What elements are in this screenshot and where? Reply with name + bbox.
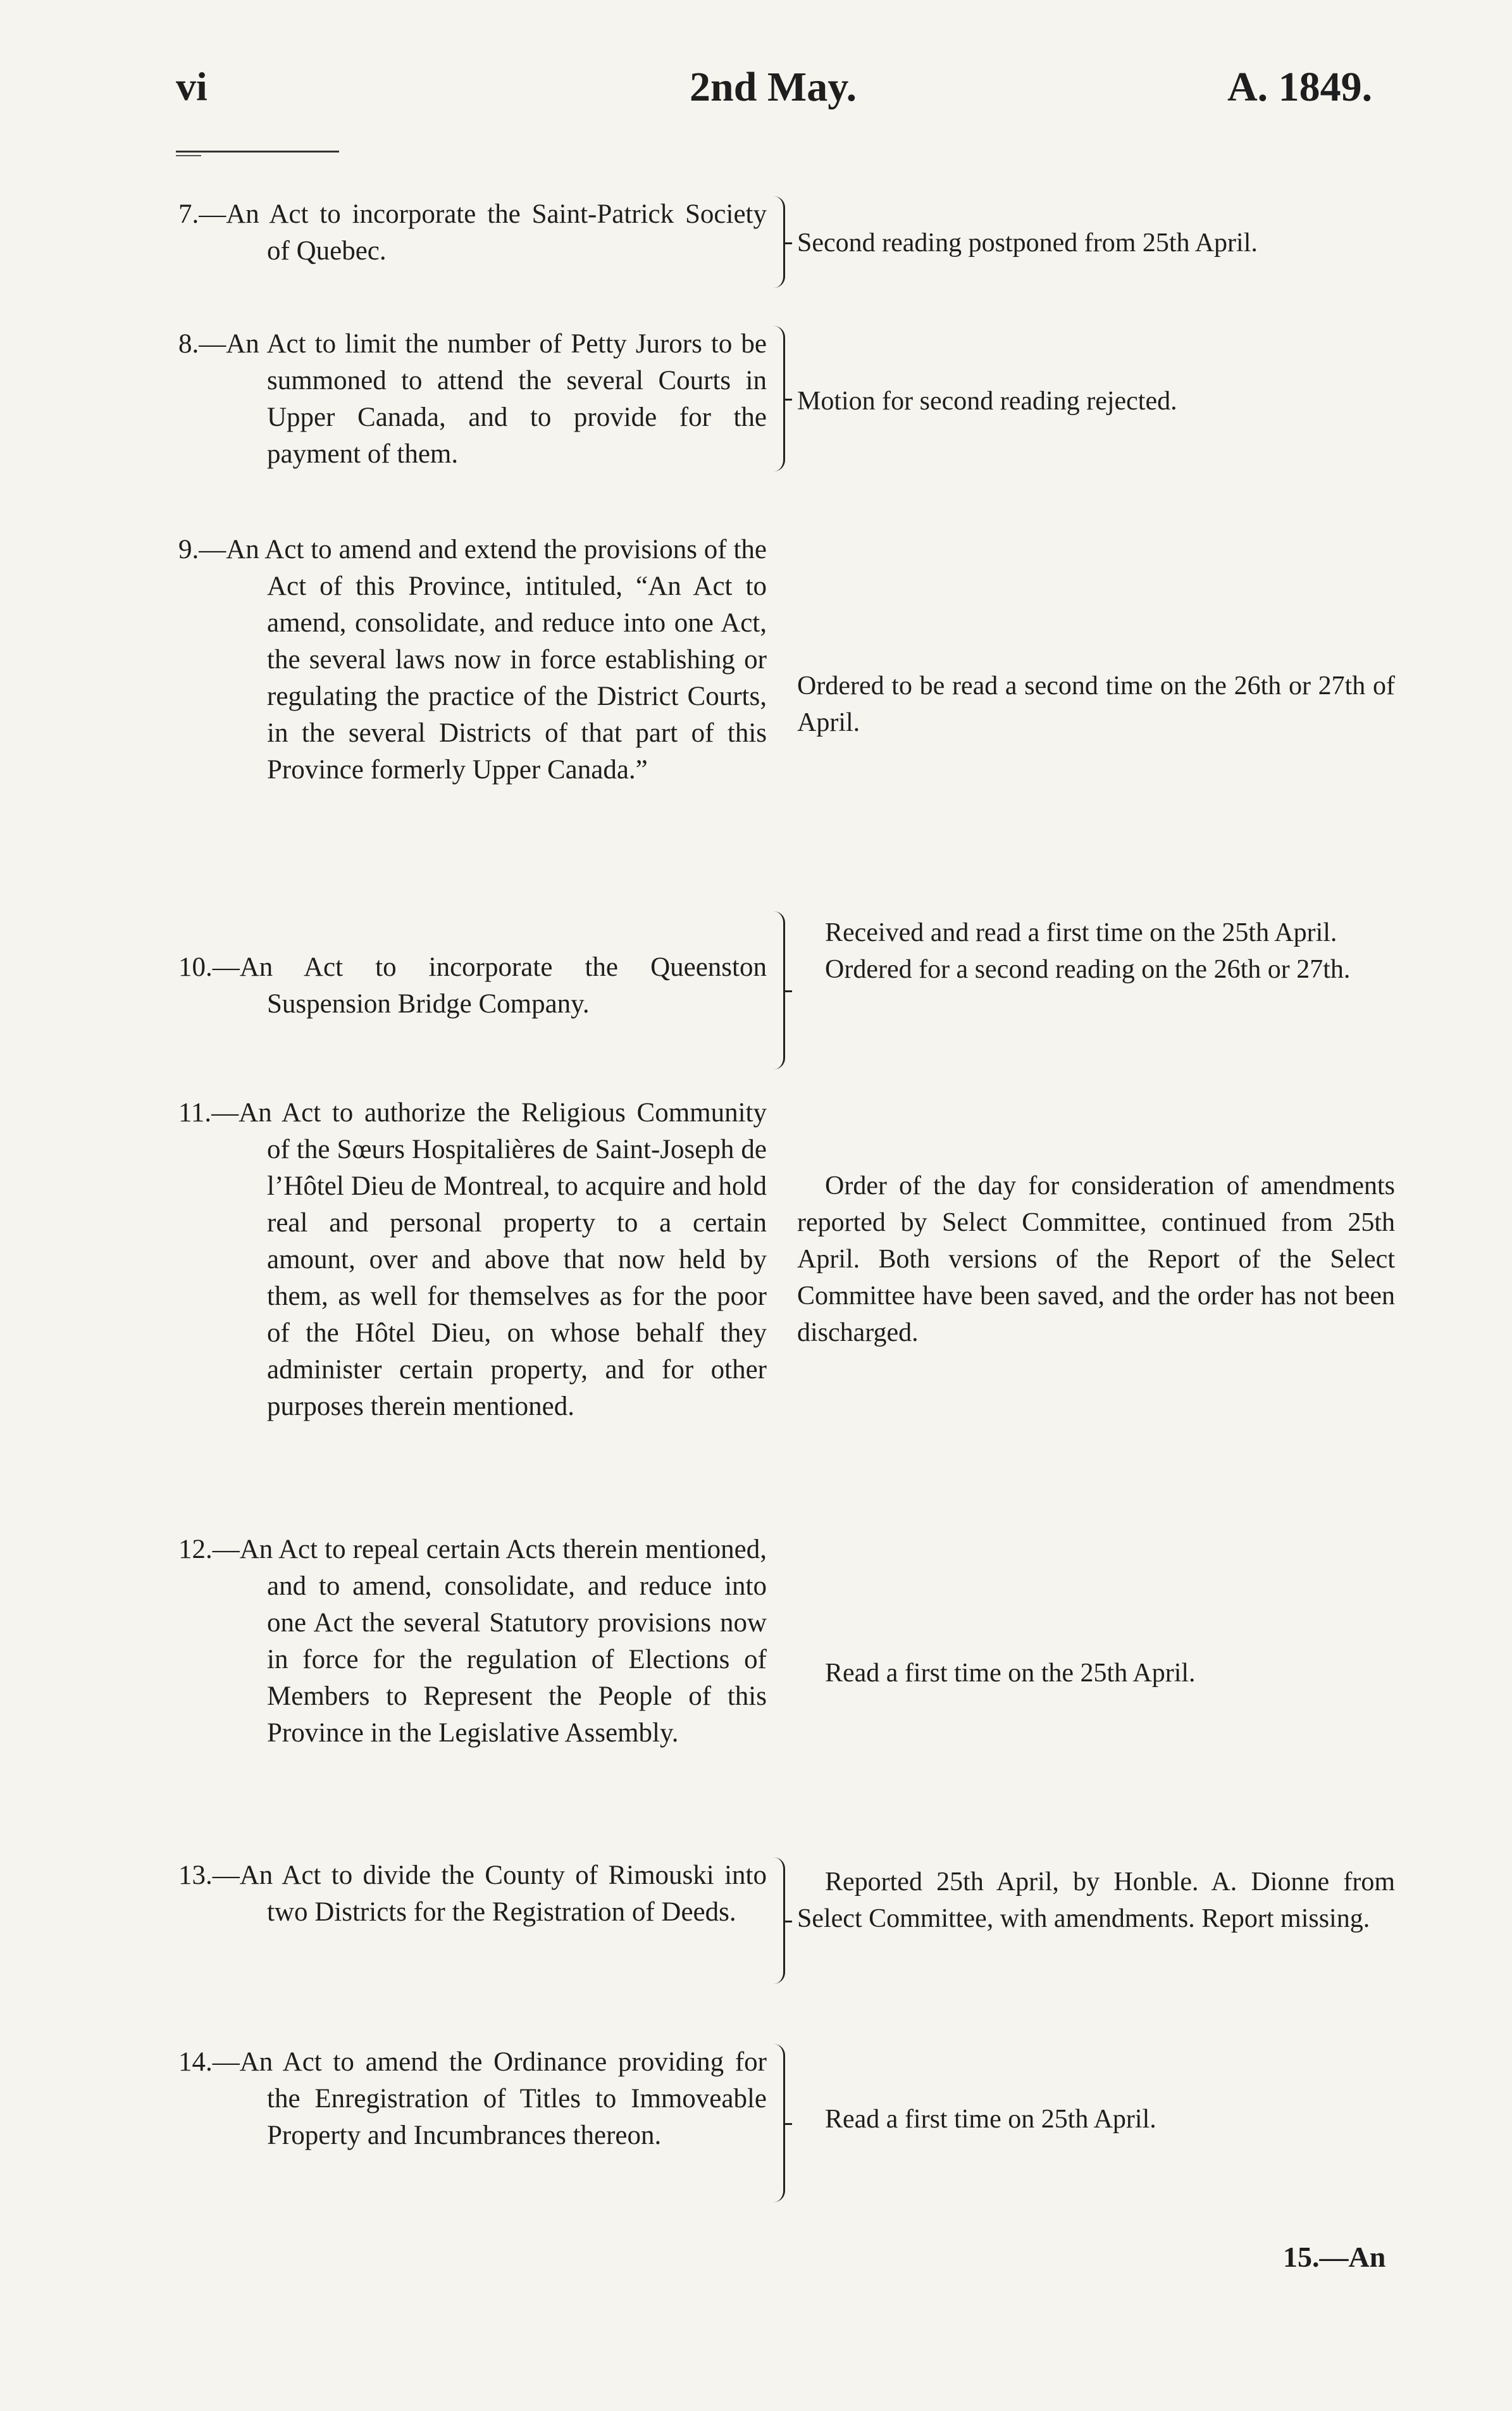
brace [769, 2044, 785, 2202]
bill-number: 13. [178, 1860, 213, 1890]
page-header [0, 63, 1512, 127]
bill-number: 12. [178, 1535, 213, 1564]
bill-text: An Act to incorporate the Saint-Patrick Society of Quebec. [226, 199, 767, 266]
action-text: Read a first time on 25th April. [825, 2105, 1156, 2134]
action-entry-12 [797, 1655, 1395, 1691]
bill-number: 7. [178, 199, 199, 229]
header-rule [176, 151, 339, 153]
bill-text: An Act to limit the number of Petty Jurors to be summoned to attend the several Courts in Upper Canada, and to provide for the payment of them. [226, 329, 767, 469]
bill-number: 14. [178, 2047, 213, 2077]
action-entry-8 [797, 383, 1395, 420]
page-number: vi [176, 64, 208, 109]
action-entry-14 [797, 2101, 1395, 2138]
bill-text: An Act to divide the County of Rimouski into two Districts for the Registration of Deeds. [239, 1860, 767, 1927]
brace [769, 196, 785, 288]
bill-entry-14: 14.—An Act to amend the Ordinance providing for the Enregistration of Titles to Immoveable Property and Incumbrances thereon. [178, 2047, 767, 2150]
brace [769, 326, 785, 471]
brace [769, 911, 785, 1069]
action-text: Ordered to be read a second time on the 26th or 27th of April. [797, 671, 1395, 737]
bill-number: 9. [178, 535, 199, 564]
bill-text: An Act to amend and extend the provisions of the Act of this Province, intituled, “An Act to amend, consolidate, and reduce into one Act, the several laws now in force establishing or regulating the practice of the District Courts, in the several Districts of that part of this Province formerly Upper Canada.” [226, 535, 767, 785]
action-entry-10 [797, 914, 1395, 988]
bill-entry-9: 9.—An Act to amend and extend the provisions of the Act of this Province, intituled, “An Act to amend, consolidate, and reduce into one Act, the several laws now in force establishing or regulating the practice of the District Courts, in the several Districts of that part of this Province formerly Upper Canada.” [178, 535, 767, 785]
page-year: A. 1849. [1227, 64, 1373, 110]
action-text: Received and read a first time on the 25th April. [825, 918, 1337, 947]
action-entry-13 [797, 1864, 1395, 1937]
action-entry-9 [797, 668, 1395, 741]
action-entry-7 [797, 225, 1395, 261]
bill-entry-10: 10.—An Act to incorporate the Queenston Suspension Bridge Company. [178, 952, 767, 1019]
bill-entry-7: 7.—An Act to incorporate the Saint-Patrick Society of Quebec. [178, 199, 767, 266]
bill-text: An Act to authorize the Religious Community of the Sœurs Hospitalières de Saint-Joseph de l’Hôtel Dieu de Montreal, to acquire and hold real and personal property to a certain amount, over and above that now held by them, as well for themselves as for the poor of the Hôtel Dieu, on whose behalf they administer certain property, and for other purposes therein mentioned. [239, 1098, 767, 1421]
bill-entry-13: 13.—An Act to divide the County of Rimouski into two Districts for the Registration of Deeds. [178, 1860, 767, 1927]
bill-text: An Act to incorporate the Queenston Suspension Bridge Company. [239, 952, 767, 1019]
brace [769, 1857, 785, 1984]
action-text: Ordered for a second reading on the 26th or 27th. [825, 955, 1351, 984]
catchword: 15.—An [1283, 2241, 1386, 2273]
bill-entry-11: 11.—An Act to authorize the Religious Community of the Sœurs Hospitalières de Saint-Joseph de l’Hôtel Dieu de Montreal, to acquire and hold real and personal property to a certain amount, over and above that now held by them, as well for themselves as for the poor of the Hôtel Dieu, on whose behalf they administer certain property, and for other purposes therein mentioned. [178, 1098, 767, 1421]
bill-number: 10. [178, 952, 213, 982]
action-text: Read a first time on the 25th April. [825, 1659, 1196, 1688]
action-text: Motion for second reading rejected. [797, 387, 1177, 416]
page-date: 2nd May. [690, 64, 857, 110]
bill-text: An Act to repeal certain Acts therein mentioned, and to amend, consolidate, and reduce into one Act the several Statutory provisions now in force for the regulation of Elections of Members to Represent the People of this Province in the Legislative Assembly. [239, 1535, 767, 1748]
bill-entry-8: 8.—An Act to limit the number of Petty Jurors to be summoned to attend the several Courts in Upper Canada, and to provide for the payment of them. [178, 329, 767, 469]
bill-text: An Act to amend the Ordinance providing for the Enregistration of Titles to Immoveable Property and Incumbrances thereon. [239, 2047, 767, 2150]
bill-entry-12: 12.—An Act to repeal certain Acts therein mentioned, and to amend, consolidate, and reduce into one Act the several Statutory provisions now in force for the regulation of Elections of Members to Represent the People of this Province in the Legislative Assembly. [178, 1535, 767, 1748]
action-text: Reported 25th April, by Honble. A. Dionne from Select Committee, with amendments. Report missing. [797, 1867, 1395, 1933]
action-text: Order of the day for consideration of amendments reported by Select Committee, continued from 25th April. Both versions of the Report of the Select Committee have been saved, and the order has not been discharged. [797, 1171, 1395, 1347]
bill-number: 11. [178, 1098, 212, 1128]
action-entry-11 [797, 1168, 1395, 1351]
header-rule-short [176, 155, 201, 156]
action-text: Second reading postponed from 25th April. [797, 228, 1258, 258]
bill-number: 8. [178, 329, 199, 359]
